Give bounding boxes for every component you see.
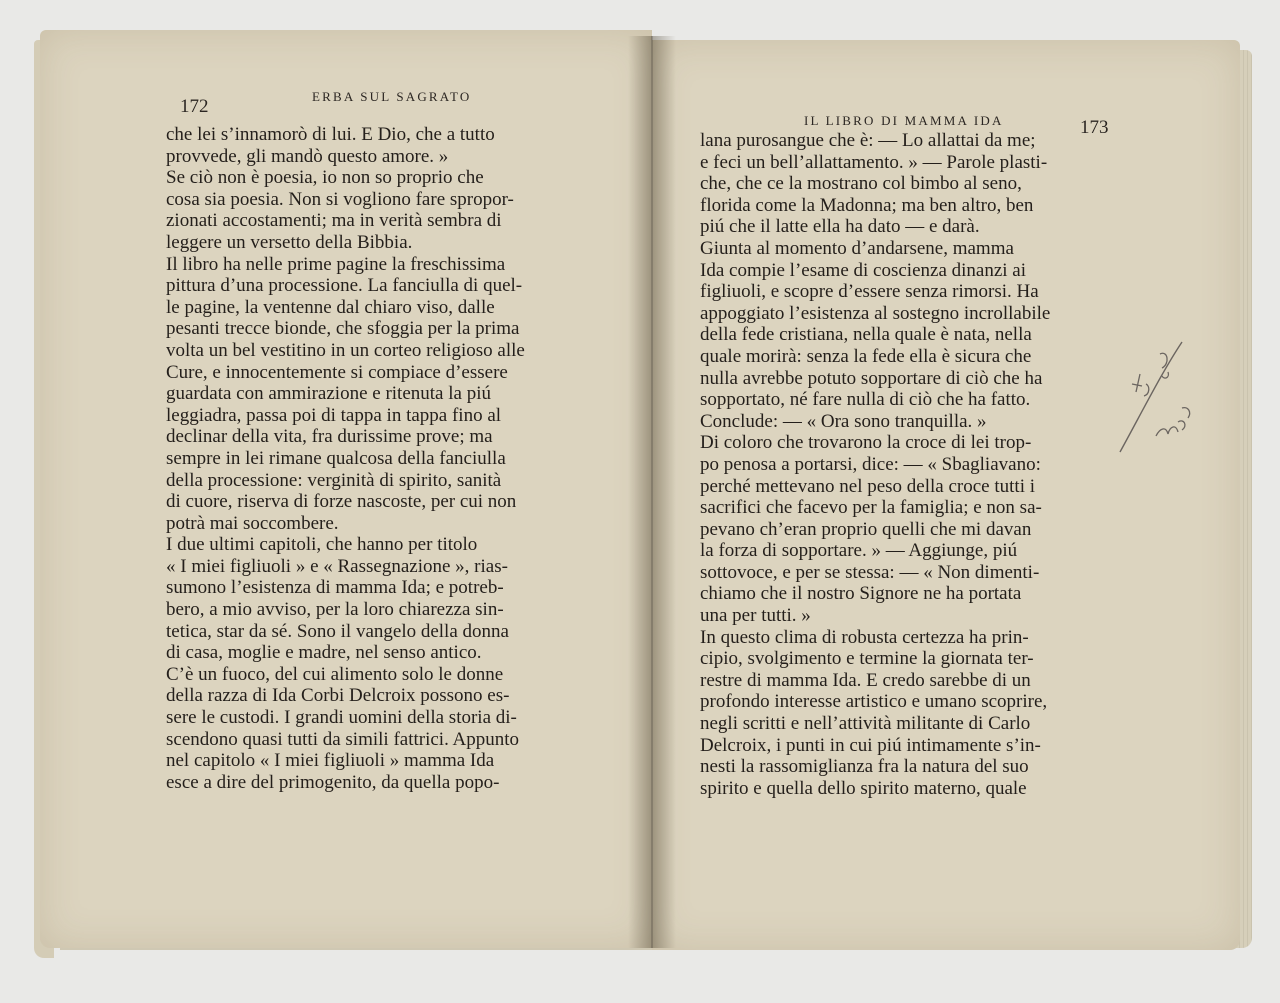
left-page-text-line: di casa, moglie e madre, nel senso antico. bbox=[166, 642, 482, 664]
right-page-text-line: Conclude: — « Ora sono tranquilla. » bbox=[700, 410, 987, 432]
left-page-text-line: cosa sia poesia. Non si vogliono fare spropor- bbox=[166, 188, 514, 210]
right-page-text-line: della fede cristiana, nella quale è nata, nella bbox=[700, 324, 1032, 346]
left-page-text-line: tetica, star da sé. Sono il vangelo della donna bbox=[166, 620, 509, 642]
right-page-text-line: e feci un bell’allattamento. » — Parole plasti- bbox=[700, 151, 1048, 173]
right-page-number: 173 bbox=[1080, 117, 1109, 138]
left-page-text-line: zionati accostamenti; ma in verità sembra di bbox=[166, 210, 502, 232]
right-page-text-line: Ida compie l’esame di coscienza dinanzi ai bbox=[700, 259, 1027, 281]
left-page-text-line: « I miei figliuoli » e « Rassegnazione », rias- bbox=[166, 555, 508, 577]
left-page bbox=[40, 30, 652, 948]
left-page-number: 172 bbox=[180, 96, 209, 117]
left-page-text-line: sempre in lei rimane qualcosa della fanciulla bbox=[166, 447, 506, 469]
right-page-text-line: appoggiato l’esistenza al sostegno incrollabile bbox=[700, 302, 1051, 324]
left-page-text-line: pittura d’una processione. La fanciulla di quel- bbox=[166, 275, 523, 297]
right-page-text-line: sacrifici che facevo per la famiglia; e non sa- bbox=[700, 497, 1042, 519]
left-page-text-line: esce a dire del primogenito, da quella popo- bbox=[166, 771, 500, 793]
left-page-text-line: provvede, gli mandò questo amore. » bbox=[166, 145, 449, 167]
right-page-text-line: la forza di sopportare. » — Aggiunge, piú bbox=[700, 540, 1018, 562]
left-page-text-line: Cure, e innocentemente si compiace d’essere bbox=[166, 361, 508, 383]
left-page-text-line: Se ciò non è poesia, io non so proprio che bbox=[166, 167, 484, 189]
left-page-text-line: Il libro ha nelle prime pagine la freschissima bbox=[166, 253, 506, 275]
right-page-text-line: Giunta al momento d’andarsene, mamma bbox=[700, 237, 1014, 259]
right-page-text-line: quale morirà: senza la fede ella è sicura che bbox=[700, 345, 1032, 367]
right-page-text-line: lana purosangue che è: — Lo allattai da me; bbox=[700, 130, 1036, 151]
right-page-text-line: florida come la Madonna; ma ben altro, ben bbox=[700, 194, 1034, 216]
left-page-text-line: volta un bel vestitino in un corteo religioso alle bbox=[166, 339, 525, 361]
right-page-text-line: una per tutti. » bbox=[700, 605, 811, 627]
left-page-text-line: le pagine, la ventenne dal chiaro viso, dalle bbox=[166, 296, 495, 318]
right-page-text-line: profondo interesse artistico e umano scoprire, bbox=[700, 691, 1048, 713]
left-page-text-line: bero, a mio avviso, per la loro chiarezza sin- bbox=[166, 599, 504, 621]
right-page-text-line: piú che il latte ella ha dato — e darà. bbox=[700, 216, 980, 238]
left-page-text-line: leggere un versetto della Bibbia. bbox=[166, 231, 413, 253]
right-page-text-line: chiamo che il nostro Signore ne ha portata bbox=[700, 583, 1022, 605]
left-page-text-line: nel capitolo « I miei figliuoli » mamma Ida bbox=[166, 750, 495, 772]
left-page-text-line: che lei s’innamorò di lui. E Dio, che a tutto bbox=[166, 124, 495, 145]
right-page-text-line: cipio, svolgimento e termine la giornata ter- bbox=[700, 648, 1034, 670]
right-page-text-line: In questo clima di robusta certezza ha prin- bbox=[700, 626, 1029, 648]
left-page-text-line: scendono quasi tutti da simili fattrici. Appunto bbox=[166, 728, 520, 750]
left-page-body bbox=[166, 124, 525, 793]
left-page-text-line: della razza di Ida Corbi Delcroix possono es- bbox=[166, 685, 510, 707]
left-page-text-line: leggiadra, passa poi di tappa in tappa fino al bbox=[166, 404, 502, 426]
left-page-text-line: pesanti trecce bionde, che sfoggia per la prima bbox=[166, 318, 520, 340]
pencil-margin-annotation bbox=[1112, 332, 1202, 472]
right-page-text-line: pevano ch’eran proprio quelli che mi davan bbox=[700, 518, 1032, 540]
right-page-text-line: sottovoce, e per se stessa: — « Non dimenti- bbox=[700, 561, 1040, 583]
left-page-text-line: sere le custodi. I grandi uomini della storia di- bbox=[166, 707, 517, 729]
right-page-text-line: spirito e quella dello spirito materno, quale bbox=[700, 777, 1027, 799]
left-page-text-line: di cuore, riserva di forze nascoste, per cui non bbox=[166, 491, 517, 513]
left-page-text-line: potrà mai soccombere. bbox=[166, 512, 339, 534]
right-page-text-line: Delcroix, i punti in cui piú intimamente s’in- bbox=[700, 734, 1041, 756]
right-page-text-line: figliuoli, e scopre d’essere senza rimorsi. Ha bbox=[700, 281, 1039, 303]
right-page-text-line: perché mettevano nel peso della croce tutti i bbox=[700, 475, 1035, 497]
left-page-text-line: declinar della vita, fra durissime prove; ma bbox=[166, 426, 493, 448]
right-page-text-line: Di coloro che trovarono la croce di lei trop- bbox=[700, 432, 1032, 454]
book-gutter bbox=[628, 36, 676, 948]
left-running-head: ERBA SUL SAGRATO bbox=[312, 89, 472, 104]
right-page-body bbox=[700, 130, 1050, 799]
right-page-text-line: nesti la rassomiglianza fra la natura del suo bbox=[700, 756, 1029, 778]
right-page-text-line: restre di mamma Ida. E credo sarebbe di un bbox=[700, 669, 1031, 691]
left-page-text-line: guardata con ammirazione e ritenuta la piú bbox=[166, 383, 491, 405]
right-page-text-line: nulla avrebbe potuto sopportare di ciò che ha bbox=[700, 367, 1043, 389]
left-page-text-line: della processione: verginità di spirito, sanità bbox=[166, 469, 502, 491]
right-page-text-line: negli scritti e nell’attività militante di Carlo bbox=[700, 713, 1031, 735]
left-page-text-line: sumono l’esistenza di mamma Ida; e potreb- bbox=[166, 577, 504, 599]
right-page-text-line: po penosa a portarsi, dice: — « Sbagliavano: bbox=[700, 453, 1041, 475]
right-running-head: IL LIBRO DI MAMMA IDA bbox=[804, 113, 1004, 128]
right-page-text-line: che, che ce la mostrano col bimbo al seno, bbox=[700, 173, 1022, 195]
right-page-text-line: sopportato, né fare nulla di ciò che ha fatto. bbox=[700, 389, 1031, 411]
right-page bbox=[652, 40, 1240, 950]
left-page-text-line: C’è un fuoco, del cui alimento solo le donne bbox=[166, 663, 504, 685]
left-page-text-line: I due ultimi capitoli, che hanno per titolo bbox=[166, 534, 478, 556]
